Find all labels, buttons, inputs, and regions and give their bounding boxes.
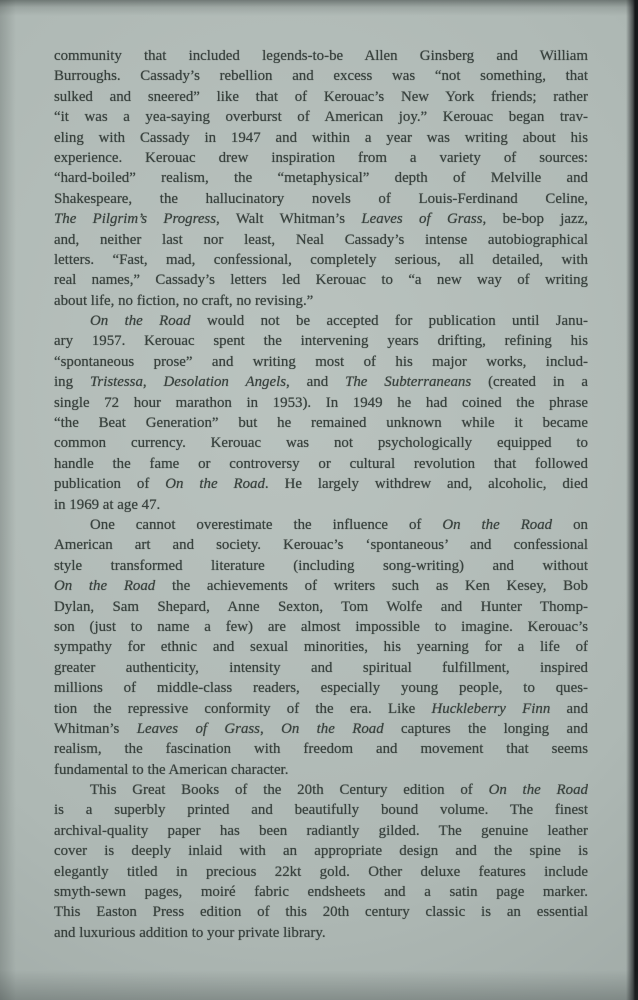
text-line: [54, 739, 588, 759]
text-line: [54, 393, 588, 413]
italic-title-text: Leaves of Grass: [361, 211, 483, 228]
text-line: [54, 923, 588, 943]
text-line: [54, 270, 588, 290]
text-line: [54, 495, 588, 515]
italic-title-text: On the Road: [165, 476, 265, 493]
text-run: son (just to name a few) are almost impossible to imagine. Kerouac’s: [54, 618, 588, 635]
italic-title-text: Tristessa: [89, 374, 143, 391]
text-line: [54, 902, 588, 922]
text-run: This Easton Press edition of this 20th century classic is an essential: [54, 904, 588, 921]
text-line: [54, 617, 588, 637]
text-line: [54, 107, 588, 127]
text-run: common currency. Kerouac was not psychologically equipped to: [54, 435, 588, 452]
text-line: [54, 515, 588, 535]
text-line: [54, 352, 588, 372]
text-line: [54, 882, 588, 902]
italic-title-text: On the Road: [488, 782, 588, 799]
text-run: archival-quality paper has been radiantly gilded. The genuine leather: [54, 822, 588, 839]
text-run: and: [550, 700, 588, 717]
paragraph: [54, 311, 588, 515]
text-run: would not be accepted for publication until Janu-: [190, 313, 588, 330]
text-run: Whitman’s: [54, 720, 137, 737]
text-run: elegantly titled in precious 22kt gold. Other deluxe features include: [54, 863, 588, 880]
text-line: [54, 556, 588, 576]
text-run: “spontaneous prose” and writing most of his major works, includ-: [54, 353, 588, 370]
text-line: [54, 454, 588, 474]
text-run: This Great Books of the 20th Century edition of: [90, 782, 489, 799]
text-run: experience. Kerouac drew inspiration from a variety of sources:: [54, 149, 588, 166]
text-line: [54, 168, 588, 188]
text-run: cover is deeply inlaid with an appropriate design and the spine is: [54, 843, 588, 860]
text-line: [54, 250, 588, 270]
text-run: eling with Cassady in 1947 and within a year was writing about his: [54, 129, 588, 146]
italic-title-text: On the Road: [90, 313, 191, 330]
italic-title-text: The Pilgrim’s Progress: [54, 211, 217, 228]
text-line: [54, 760, 588, 780]
page-left-shading: [0, 0, 16, 1000]
text-run: (created in a: [471, 374, 588, 391]
italic-title-text: Leaves of Grass: [136, 720, 260, 737]
page-text: [54, 46, 588, 943]
text-run: on: [552, 516, 588, 533]
text-run: handle the fame or controversy or cultural revolution that followed: [54, 455, 588, 472]
text-run: ,: [259, 720, 282, 737]
text-run: realism, the fascination with freedom and movement that seems: [54, 741, 588, 758]
italic-title-text: Desolation Angels: [163, 374, 287, 391]
text-run: about life, no fiction, no craft, no revising.”: [54, 292, 314, 309]
text-run: tion the repressive conformity of the era. Like: [54, 700, 432, 717]
text-line: [54, 780, 588, 800]
text-run: ary 1957. Kerouac spent the intervening years drifting, refining his: [54, 333, 588, 350]
text-run: , Walt Whitman’s: [216, 211, 362, 228]
italic-title-text: On the Road: [442, 516, 553, 533]
text-run: “the Beat Generation” but he remained unknown while it became: [54, 415, 588, 432]
text-run: fundamental to the American character.: [54, 761, 289, 778]
text-run: the achievements of writers such as Ken Kesey, Bob: [155, 578, 588, 595]
text-run: community that included legends-to-be Allen Ginsberg and William: [54, 48, 588, 64]
text-run: style transformed literature (including song-writing) and without: [54, 557, 588, 574]
text-run: , and: [286, 374, 346, 391]
text-run: millions of middle-class readers, especially young people, to ques-: [54, 680, 588, 697]
text-line: [54, 209, 588, 229]
italic-title-text: The Subterraneans: [345, 374, 472, 391]
text-run: Burroughs. Cassady’s rebellion and excess was “not something, that: [54, 68, 588, 85]
italic-title-text: On the Road: [281, 720, 384, 737]
text-run: real names,” Cassady’s letters led Kerouac to “a new way of writing: [54, 272, 588, 289]
text-line: [54, 433, 588, 453]
text-line: [54, 128, 588, 148]
text-run: and, neither last nor least, Neal Cassady’s intense autobiographical: [54, 231, 588, 248]
text-run: One cannot overestimate the influence of: [90, 516, 443, 533]
text-run: smyth-sewn pages, moiré fabric endsheets and a satin page marker.: [54, 884, 588, 901]
text-run: American art and society. Kerouac’s ‘spontaneous’ and confessional: [54, 537, 588, 554]
text-line: [54, 413, 588, 433]
text-run: ing: [54, 374, 90, 391]
text-run: “it was a yea-saying overburst of American joy.” Kerouac began trav-: [54, 109, 588, 126]
text-line: [54, 148, 588, 168]
text-line: [54, 699, 588, 719]
text-run: greater authenticity, intensity and spiritual fulfillment, inspired: [54, 659, 588, 676]
paragraph: [54, 780, 588, 943]
text-run: sulked and sneered” like that of Kerouac’s New York friends; rather: [54, 88, 588, 105]
text-line: [54, 372, 588, 392]
text-line: [54, 637, 588, 657]
text-run: letters. “Fast, mad, confessional, completely serious, all detailed, with: [54, 251, 588, 268]
text-line: [54, 66, 588, 86]
text-line: [54, 576, 588, 596]
text-line: [54, 719, 588, 739]
text-line: [54, 311, 588, 331]
text-run: . He largely withdrew and, alcoholic, died: [264, 476, 588, 493]
text-line: [54, 189, 588, 209]
italic-title-text: Huckleberry Finn: [431, 700, 551, 717]
text-line: [54, 535, 588, 555]
text-run: and luxurious addition to your private library.: [54, 924, 326, 941]
text-run: Shakespeare, the hallucinatory novels of Louis-Ferdinand Celine,: [54, 190, 588, 207]
text-line: [54, 841, 588, 861]
text-line: [54, 230, 588, 250]
paragraph: [54, 515, 588, 780]
text-line: [54, 800, 588, 820]
text-line: [54, 821, 588, 841]
text-line: [54, 291, 588, 311]
text-line: [54, 862, 588, 882]
text-line: [54, 46, 588, 66]
text-run: captures the longing and: [383, 720, 588, 737]
text-line: [54, 331, 588, 351]
text-line: [54, 87, 588, 107]
italic-title-text: On the Road: [54, 578, 156, 595]
text-run: is a superbly printed and beautifully bound volume. The finest: [54, 802, 588, 819]
text-run: , be-bop jazz,: [482, 211, 588, 228]
text-line: [54, 474, 588, 494]
text-run: single 72 hour marathon in 1953). In 1949 he had coined the phrase: [54, 394, 588, 411]
text-run: sympathy for ethnic and sexual minorities, his yearning for a life of: [54, 639, 588, 656]
paragraph: [54, 46, 588, 311]
text-line: [54, 597, 588, 617]
text-run: ,: [142, 374, 164, 391]
text-run: Dylan, Sam Shepard, Anne Sexton, Tom Wolfe and Hunter Thomp-: [54, 598, 588, 615]
text-run: in 1969 at age 47.: [54, 496, 161, 513]
text-run: “hard-boiled” realism, the “metaphysical” depth of Melville and: [54, 170, 588, 187]
page-edge-shadow: [626, 0, 638, 1000]
text-line: [54, 658, 588, 678]
text-run: publication of: [54, 476, 166, 493]
text-line: [54, 678, 588, 698]
